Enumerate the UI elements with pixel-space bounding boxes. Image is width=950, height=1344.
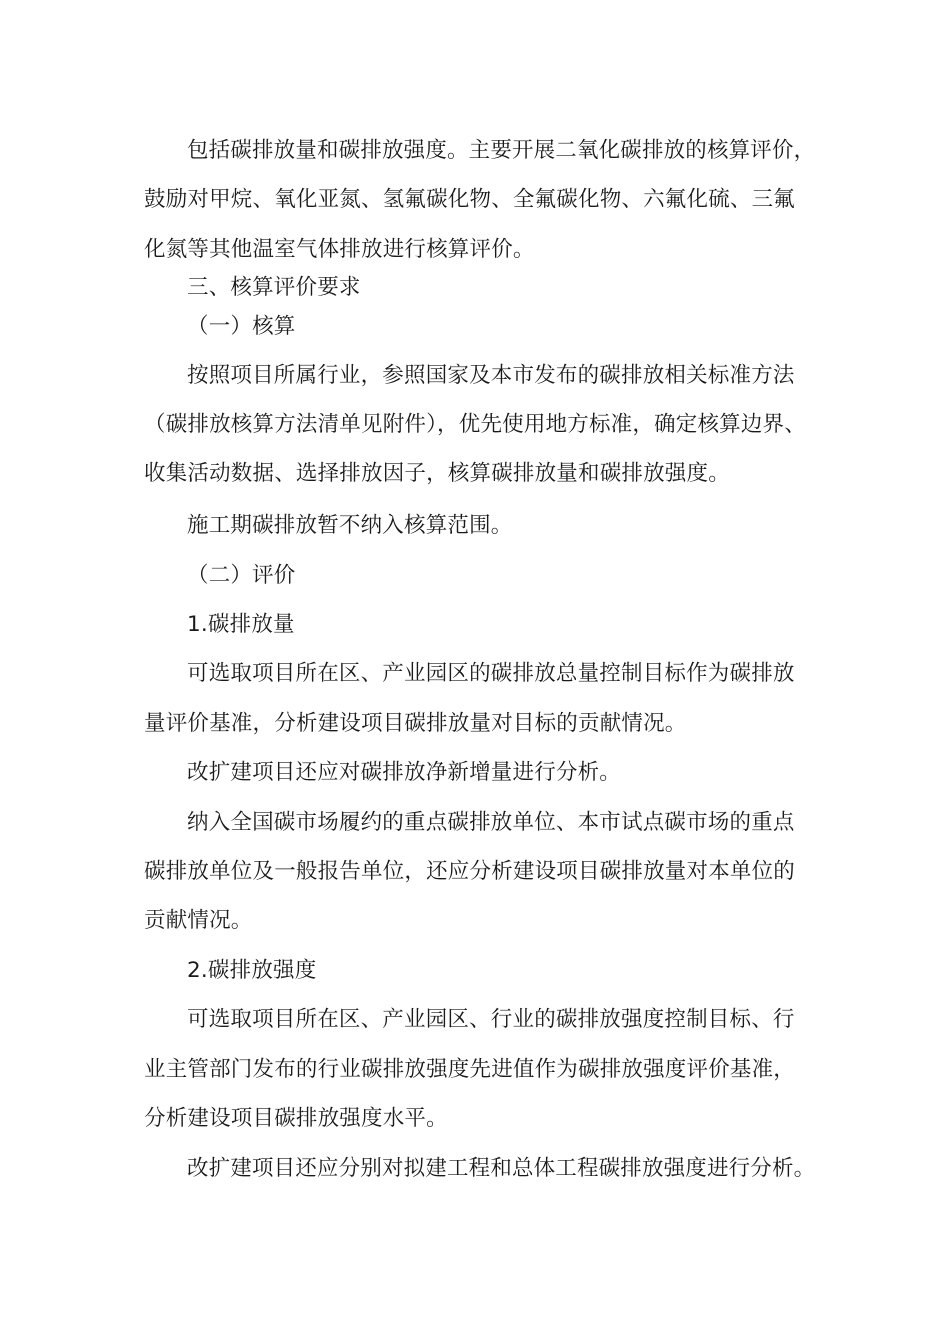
item-heading: 1.碳排放量 <box>187 612 295 637</box>
paragraph-line: 量评价基准，分析建设项目碳排放量对目标的贡献情况。 <box>144 711 687 736</box>
paragraph-line: 碳排放单位及一般报告单位，还应分析建设项目碳排放量对本单位的 <box>144 859 796 884</box>
paragraph-line: 化氮等其他温室气体排放进行核算评价。 <box>144 237 535 262</box>
item-heading: 2.碳排放强度 <box>187 958 317 983</box>
paragraph-line: 包括碳排放量和碳排放强度。主要开展二氧化碳排放的核算评价， <box>187 138 816 163</box>
paragraph-line: 施工期碳排放暂不纳入核算范围。 <box>187 513 513 538</box>
subsection-heading: （二）评价 <box>187 563 296 588</box>
subsection-heading: （一）核算 <box>187 314 296 339</box>
paragraph-line: 鼓励对甲烷、氧化亚氮、氢氟碳化物、全氟碳化物、六氟化硫、三氟 <box>144 187 796 212</box>
paragraph-line: 改扩建项目还应分别对拟建工程和总体工程碳排放强度进行分析。 <box>187 1156 816 1181</box>
paragraph-line: 可选取项目所在区、产业园区的碳排放总量控制目标作为碳排放 <box>187 661 795 686</box>
paragraph-line: 按照项目所属行业，参照国家及本市发布的碳排放相关标准方法 <box>187 363 795 388</box>
paragraph-line: 改扩建项目还应对碳排放净新增量进行分析。 <box>187 760 622 785</box>
paragraph-line: 纳入全国碳市场履约的重点碳排放单位、本市试点碳市场的重点 <box>187 810 795 835</box>
paragraph-line: （碳排放核算方法清单见附件），优先使用地方标准，确定核算边界、 <box>144 412 806 437</box>
paragraph-line: 收集活动数据、选择排放因子，核算碳排放量和碳排放强度。 <box>144 461 730 486</box>
paragraph-line: 贡献情况。 <box>144 908 253 933</box>
section-heading: 三、核算评价要求 <box>187 275 361 300</box>
paragraph-line: 业主管部门发布的行业碳排放强度先进值作为碳排放强度评价基准， <box>144 1057 796 1082</box>
paragraph-line: 分析建设项目碳排放强度水平。 <box>144 1106 448 1131</box>
paragraph-line: 可选取项目所在区、产业园区、行业的碳排放强度控制目标、行 <box>187 1007 795 1032</box>
